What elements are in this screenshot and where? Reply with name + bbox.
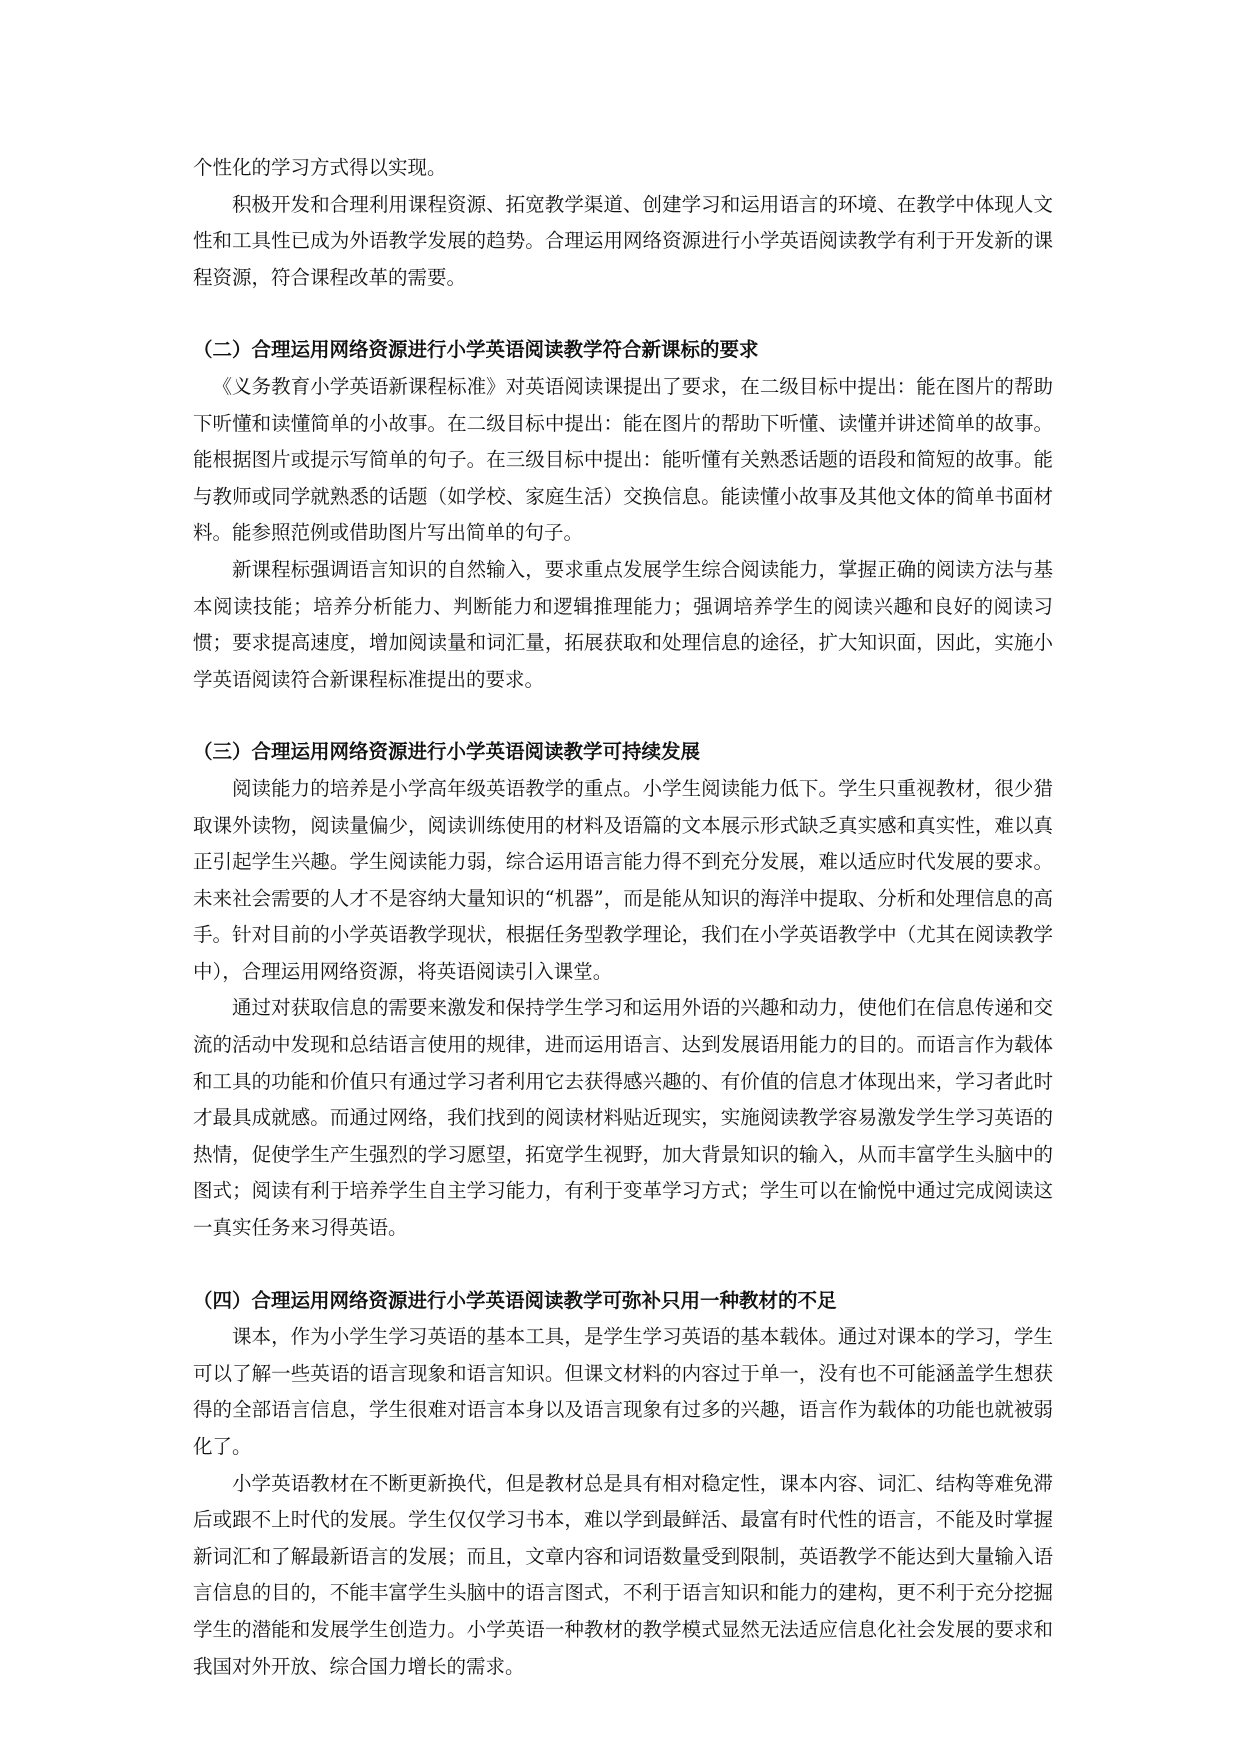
- section-3-paragraph-2: 通过对获取信息的需要来激发和保持学生学习和运用外语的兴趣和动力，使他们在信息传递和交流的活动中发现和总结语言使用的规律，进而运用语言、达到发展语用能力的目的。而语言作为载体和工具的功能和价值只有通过学习者利用它去获得感兴趣的、有价值的信息才体现出来，学习者此时才最具成就感。而通过网络，我们找到的阅读材料贴近现实，实施阅读教学容易激发学生学习英语的热情，促使学生产生强烈的学习愿望，拓宽学生视野，加大背景知识的输入，从而丰富学生头脑中的图式；阅读有利于培养学生自主学习能力，有利于变革学习方式；学生可以在愉悦中通过完成阅读这一真实任务来习得英语。: [193, 996, 1053, 1240]
- section-4-paragraph-2: 小学英语教材在不断更新换代，但是教材总是具有相对稳定性，课本内容、词汇、结构等难免滞后或跟不上时代的发展。学生仅仅学习书本，难以学到最鲜活、最富有时代性的语言，不能及时掌握新词汇和了解最新语言的发展；而且，文章内容和词语数量受到限制，英语教学不能达到大量输入语言信息的目的，不能丰富学生头脑中的语言图式，不利于语言知识和能力的建构，更不利于充分挖掘学生的潜能和发展学生创造力。小学英语一种教材的教学模式显然无法适应信息化社会发展的要求和我国对外开放、综合国力增长的需求。: [193, 1471, 1053, 1678]
- section-3-paragraph-1: 阅读能力的培养是小学高年级英语教学的重点。小学生阅读能力低下。学生只重视教材，很少猎取课外读物，阅读量偏少，阅读训练使用的材料及语篇的文本展示形式缺乏真实感和真实性，难以真正引起学生兴趣。学生阅读能力弱，综合运用语言能力得不到充分发展，难以适应时代发展的要求。未来社会需要的人才不是容纳大量知识的“机器”，而是能从知识的海洋中提取、分析和处理信息的高手。针对目前的小学英语教学现状，根据任务型教学理论，我们在小学英语教学中（尤其在阅读教学中），合理运用网络资源，将英语阅读引入课堂。: [193, 776, 1053, 983]
- section-heading-4: （四）合理运用网络资源进行小学英语阅读教学可弥补只用一种教材的不足: [193, 1288, 837, 1312]
- section-heading-2: （二）合理运用网络资源进行小学英语阅读教学符合新课标的要求: [193, 338, 759, 362]
- section-heading-3: （三）合理运用网络资源进行小学英语阅读教学可持续发展: [193, 740, 701, 764]
- document-page: [193, 150, 1053, 1685]
- section-4-paragraph-1: 课本，作为小学生学习英语的基本工具，是学生学习英语的基本载体。通过对课本的学习，学生可以了解一些英语的语言现象和语言知识。但课文材料的内容过于单一，没有也不可能涵盖学生想获得的全部语言信息，学生很难对语言本身以及语言现象有过多的兴趣，语言作为载体的功能也就被弱化了。: [193, 1325, 1053, 1458]
- section-2-paragraph-2: 新课程标强调语言知识的自然输入，要求重点发展学生综合阅读能力，掌握正确的阅读方法与基本阅读技能；培养分析能力、判断能力和逻辑推理能力；强调培养学生的阅读兴趣和良好的阅读习惯；要求提高速度，增加阅读量和词汇量，拓展获取和处理信息的途径，扩大知识面，因此，实施小学英语阅读符合新课程标准提出的要求。: [193, 557, 1053, 691]
- paragraph-continuation: 个性化的学习方式得以实现。: [193, 156, 447, 179]
- section-2-paragraph-1: 《义务教育小学英语新课程标准》对英语阅读课提出了要求，在二级目标中提出：能在图片的帮助下听懂和读懂简单的小故事。在二级目标中提出：能在图片的帮助下听懂、读懂并讲述简单的故事。能根据图片或提示写简单的句子。在三级目标中提出：能听懂有关熟悉话题的语段和简短的故事。能与教师或同学就熟悉的话题（如学校、家庭生活）交换信息。能读懂小故事及其他文体的简单书面材料。能参照范例或借助图片写出简单的句子。: [193, 374, 1053, 545]
- paragraph-curriculum-resources: 积极开发和合理利用课程资源、拓宽教学渠道、创建学习和运用语言的环境、在教学中体现人文性和工具性已成为外语教学发展的趋势。合理运用网络资源进行小学英语阅读教学有利于开发新的课程资源，符合课程改革的需要。: [193, 192, 1053, 289]
